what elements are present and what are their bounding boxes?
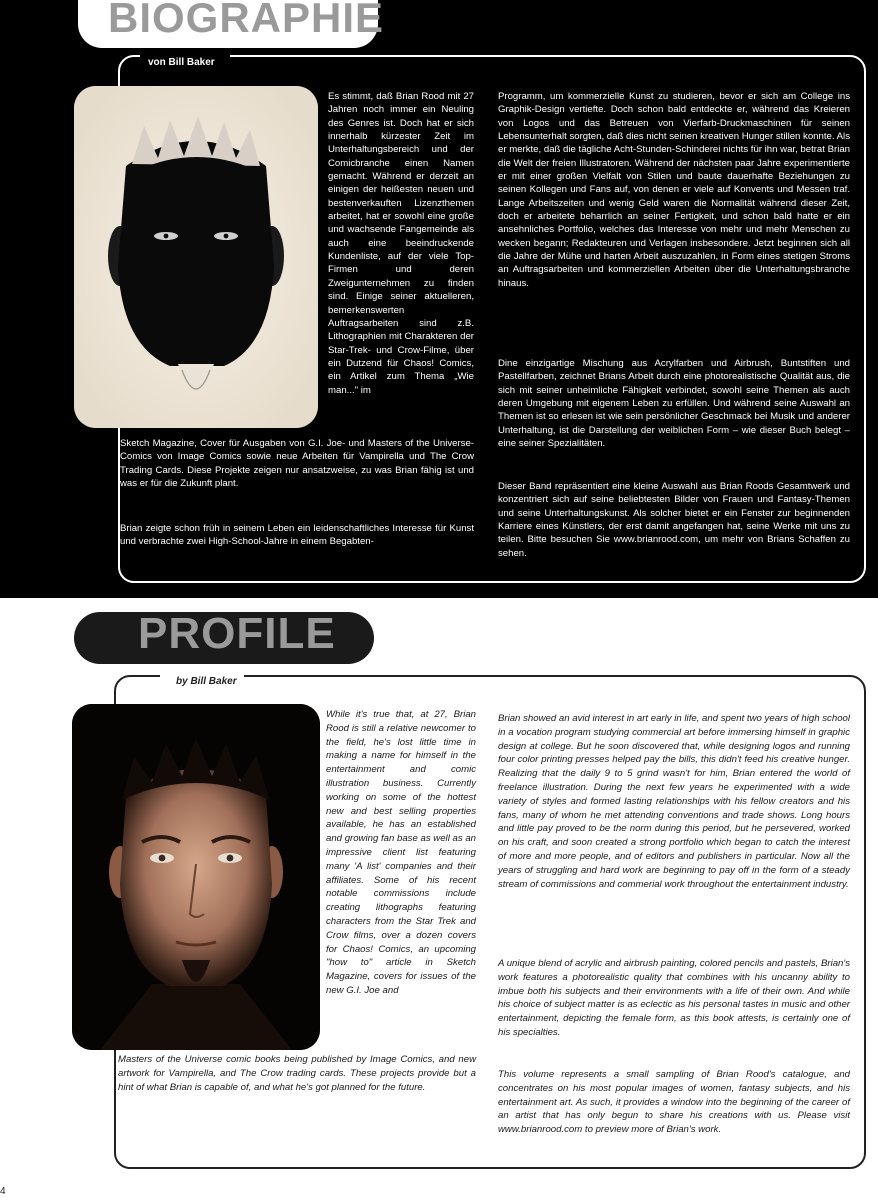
page-number: 4 — [0, 1186, 6, 1197]
german-title-banner — [78, 0, 385, 48]
german-paragraph-2-continued: Programm, um kommerzielle Kunst zu studieren, bevor er sich am College ins Graphik-Design vertiefte. Doch schon bald entdeckte er, während das Kreieren von Logos und das Betreuen von Vierfarb-Druckmaschinen für seinen Lebensunterhalt sorgten, daß dies nicht seinen kreativen Hunger stillen konnte. Als er merkte, daß die tägliche Acht-Stunden-Schinderei nichts für ihn war, betrat Brian die Welt der freien Illustratoren. Während der nächsten paar Jahre experimentierte er mit einer großen Vielfalt von Stilen und baute dauerhafte Beziehungen zu seinen Kollegen und Fans auf, von denen er viele auf Konvents und Messen traf. Lange Arbeitszeiten und wenig Geld waren die Normalität während dieser Zeit, doch er arbeitete beharrlich an seiner Fertigkeit, und schon bald hatte er ein ansehnliches Portfolio, welches das Interesse von mehr und mehr Menschen zu wecken begann; Redakteuren und Verlagen insbesondere. Jetzt beginnen sich all die Jahre der Mühe und harten Arbeit auszuzahlen, in Form eines stetigen Stroms an Auftragsarbeiten und kommerziellen Arbeiten über die Unterhaltungsbranche hinaus. — [498, 91, 850, 289]
german-intro-wide: Sketch Magazine, Cover für Ausgaben von G.I. Joe- und Masters of the Universe-Comics von Image Comics sowie neue Arbeiten für Vampirella und The Crow Trading Cards. Diese Projekte zeigen nur ansatzweise, zu was Brian fähig ist und was er für die Zukunft plant. — [120, 438, 474, 490]
german-section — [0, 0, 878, 598]
english-paragraph-3: A unique blend of acrylic and airbrush painting, colored pencils and pastels, Brian's work features a photorealistic quality that combines with his uncanny ability to imbue both his subjects and their environments with a life of their own. And while his choice of subject matter is as eclectic as his personal tastes in music and other entertainment, depicting the female form, as this book attests, is certainly one of his specialties. — [498, 958, 850, 1038]
portrait-photo — [72, 704, 320, 1050]
german-paragraph-2-start: Brian zeigte schon früh in seinem Leben ein leidenschaftliches Interesse für Kunst und verbrachte zwei High-School-Jahre in einem Begabten- — [120, 523, 474, 548]
german-byline: von Bill Baker — [148, 57, 215, 68]
english-paragraph-2: Brian showed an avid interest in art early in life, and spent two years of high school in a vocation program studying commercial art before immersing himself in graphic design at college. But he soon discovered that, while designing logos and running four color printing presses helped pay the bills, this didn't feed his creative hunger. Realizing that the daily 9 to 5 grind wasn't for him, Brian entered the world of freelance illustration. During the next few years he experimented with a wide variety of styles and formed lasting relationships with his fellow creators and his fans, many of whom he met attending conventions and trade shows. Long hours and little pay proved to be the norm during this period, but he persevered, worked on his craft, and soon created a strong portfolio which began to catch the interest of more and more people, and of editors and publishers in particular. Now all the years of struggling and hard work are beginning to pay off in the form of a steady stream of commissions and commerial work throughout the entertainment industry. — [498, 713, 850, 890]
german-paragraph-4: Dieser Band repräsentiert eine kleine Auswahl aus Brian Roods Gesamtwerk und konzentriert sich auf seine beliebtesten Bilder von Frauen und Fantasy-Themen und seine Unterhaltungskunst. Als solcher bietet er ein Fenster zur beginnenden Karriere eines Künstlers, der erst damit angefangen hat, seine Werke mit uns zu teilen. Bitte besuchen Sie www.brianrood.com, um mehr von Brians Schaffen zu sehen. — [498, 481, 850, 559]
english-byline: by Bill Baker — [176, 676, 237, 687]
english-title-banner — [74, 609, 374, 664]
german-intro-narrow: Es stimmt, daß Brian Rood mit 27 Jahren noch immer ein Neuling des Genres ist. Doch hat er sich innerhalb kürzester Zeit im Unterhaltungsbereich und der Comicbranche einen Namen gemacht. Während er derzeit an einigen der heißesten neuen und bestenverkauften Lizenzthemen arbeitet, hat er sowohl eine große und wachsende Fangemeinde als auch eine beeindruckende Kundenliste, auf der viele Top-Firmen und deren Zweigunternehmen zu finden sind. Einige seiner aktuelleren, bemerkenswerten Auftragsarbeiten sind z.B. Lithographien mit Charakteren der Star-Trek- und Crow-Filme, über ein Dutzend für Chaos! Comics, ein Artikel zum Thema „Wie man..." im — [328, 91, 474, 396]
german-paragraph-3: Dine einzigartige Mischung aus Acrylfarben und Airbrush, Buntstiften und Pastellfarben, zeichnet Brians Arbeit durch eine photorealistische Qualität aus, die sich mit seiner unheimliche Fähigkeit verbindet, sowohl seine Themen als auch deren Umgebung mit eigenem Leben zu erfüllen. Und während seine Auswahl an Themen ist so erlesen ist wie sein persönlicher Geschmack bei Musik und anderer Unterhaltung, ist die Darstellung der weiblichen Form – wie dieser Buch belegt – eine seiner Spezialitäten. — [498, 358, 850, 450]
english-intro-wide: Masters of the Universe comic books being published by Image Comics, and new artwork for Vampirella, and The Crow trading cards. These projects provide but a hint of what Brian is capable of, and what he's got planned for the future. — [118, 1054, 476, 1093]
german-title: BIOGRAPHIE — [108, 0, 385, 41]
english-intro-narrow: While it's true that, at 27, Brian Rood is still a relative newcomer to the field, he's lost little time in making a name for himself in the entertainment and comic illustration business. Currently working on some of the hottest new and best selling properties available, he has an established and growing fan base as well as an impressive client list featuring many 'A list' companies and their affiliates. Some of his recent notable commissions include creating lithographs featuring characters from the Star Trek and Crow films, over a dozen covers for Chaos! Comics, an upcoming "how to" article in Sketch Magazine, covers for issues of the new G.I. Joe and — [326, 709, 476, 996]
portrait-inverted-photo — [74, 86, 318, 428]
english-paragraph-4: This volume represents a small sampling of Brian Rood's catalogue, and concentrates on his most popular images of women, fantasy subjects, and his entertainment art. As such, it provides a window into the beginning of the career of an artist that has only begun to share his creations with us. Please visit www.brianrood.com to preview more of Brian's work. — [498, 1069, 850, 1136]
english-title: PROFILE — [138, 609, 336, 658]
